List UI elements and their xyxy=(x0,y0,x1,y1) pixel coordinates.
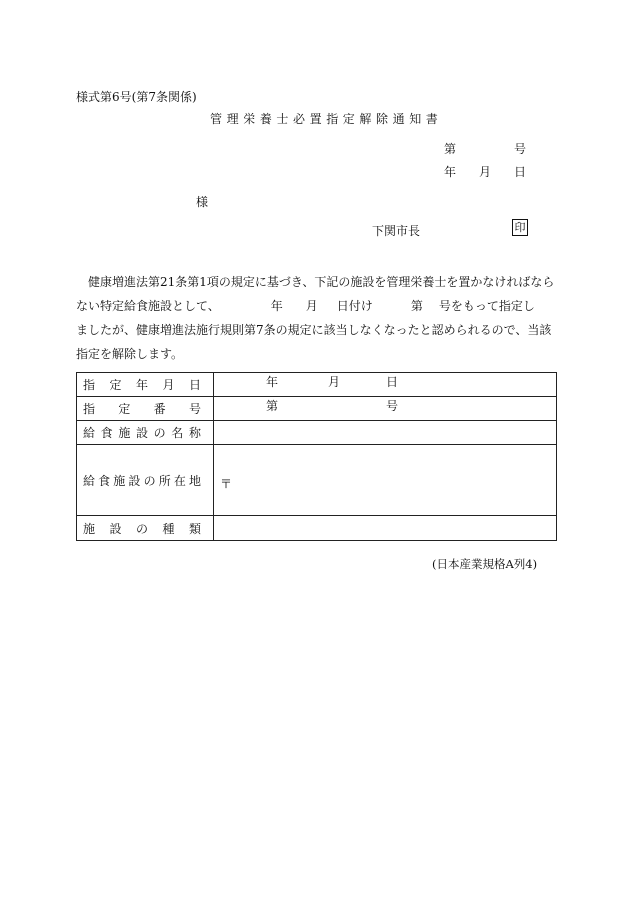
row-facility-name xyxy=(77,421,557,445)
value-facility-type[interactable] xyxy=(214,516,557,541)
designation-month: 月 xyxy=(328,375,341,389)
value-facility-name[interactable] xyxy=(214,421,557,445)
value-facility-address[interactable] xyxy=(214,445,557,516)
value-designation-date[interactable] xyxy=(214,373,557,397)
form-number: 様式第6号(第7条関係) xyxy=(76,90,197,104)
document-title: 管理栄養士必置指定解除通知書 xyxy=(210,112,443,126)
postal-mark: 〒 xyxy=(220,477,233,491)
designation-number-go: 号 xyxy=(386,399,399,413)
notice-number-go: 号 xyxy=(513,142,526,156)
notice-number xyxy=(444,140,526,157)
designation-year: 年 xyxy=(266,375,279,389)
facility-table xyxy=(76,372,557,541)
body-year: 年 xyxy=(270,299,283,313)
body-dated: 日付け xyxy=(336,299,373,313)
body-dai: 第 xyxy=(410,299,423,313)
row-facility-address xyxy=(77,445,557,516)
value-designation-number[interactable] xyxy=(214,397,557,421)
body-line-1: 健康増進法第21条第1項の規定に基づき、下記の施設を管理栄養士を置かなければなら xyxy=(88,275,555,289)
body-month: 月 xyxy=(305,299,318,313)
label-facility-address: 給 食 施 設 の 所 在 地 xyxy=(83,473,201,488)
designation-day: 日 xyxy=(386,375,399,389)
notice-date xyxy=(444,163,526,180)
paper-size-note: (日本産業規格A列4) xyxy=(432,557,538,571)
notice-number-dai: 第 xyxy=(444,142,457,156)
notice-body xyxy=(76,270,556,366)
label-facility-name: 給 食 施 設 の 名 称 xyxy=(83,426,201,440)
notice-date-month: 月 xyxy=(478,165,491,179)
designation-number-dai: 第 xyxy=(266,399,279,413)
body-line-2-suffix: 号をもって指定し xyxy=(438,299,535,313)
row-facility-type xyxy=(77,516,557,541)
notice-date-day: 日 xyxy=(513,165,526,179)
notice-date-year: 年 xyxy=(444,165,457,179)
row-designation-number xyxy=(77,397,557,421)
seal-mark: 印 xyxy=(512,219,528,236)
label-facility-type: 施 設 の 種 類 xyxy=(83,521,201,536)
addressee-honorific: 様 xyxy=(196,195,209,209)
body-line-2-prefix: ない特定給食施設として、 xyxy=(76,299,220,313)
label-designation-number: 指 定 番 号 xyxy=(83,402,201,416)
issuer-name: 下関市長 xyxy=(372,224,421,238)
body-line-3: ましたが、健康増進法施行規則第7条の規定に該当しなくなったと認められるので、当該 xyxy=(76,323,552,337)
row-designation-date xyxy=(77,373,557,397)
label-designation-date: 指 定 年 月 日 xyxy=(83,378,201,392)
body-line-4: 指定を解除します。 xyxy=(76,347,184,361)
